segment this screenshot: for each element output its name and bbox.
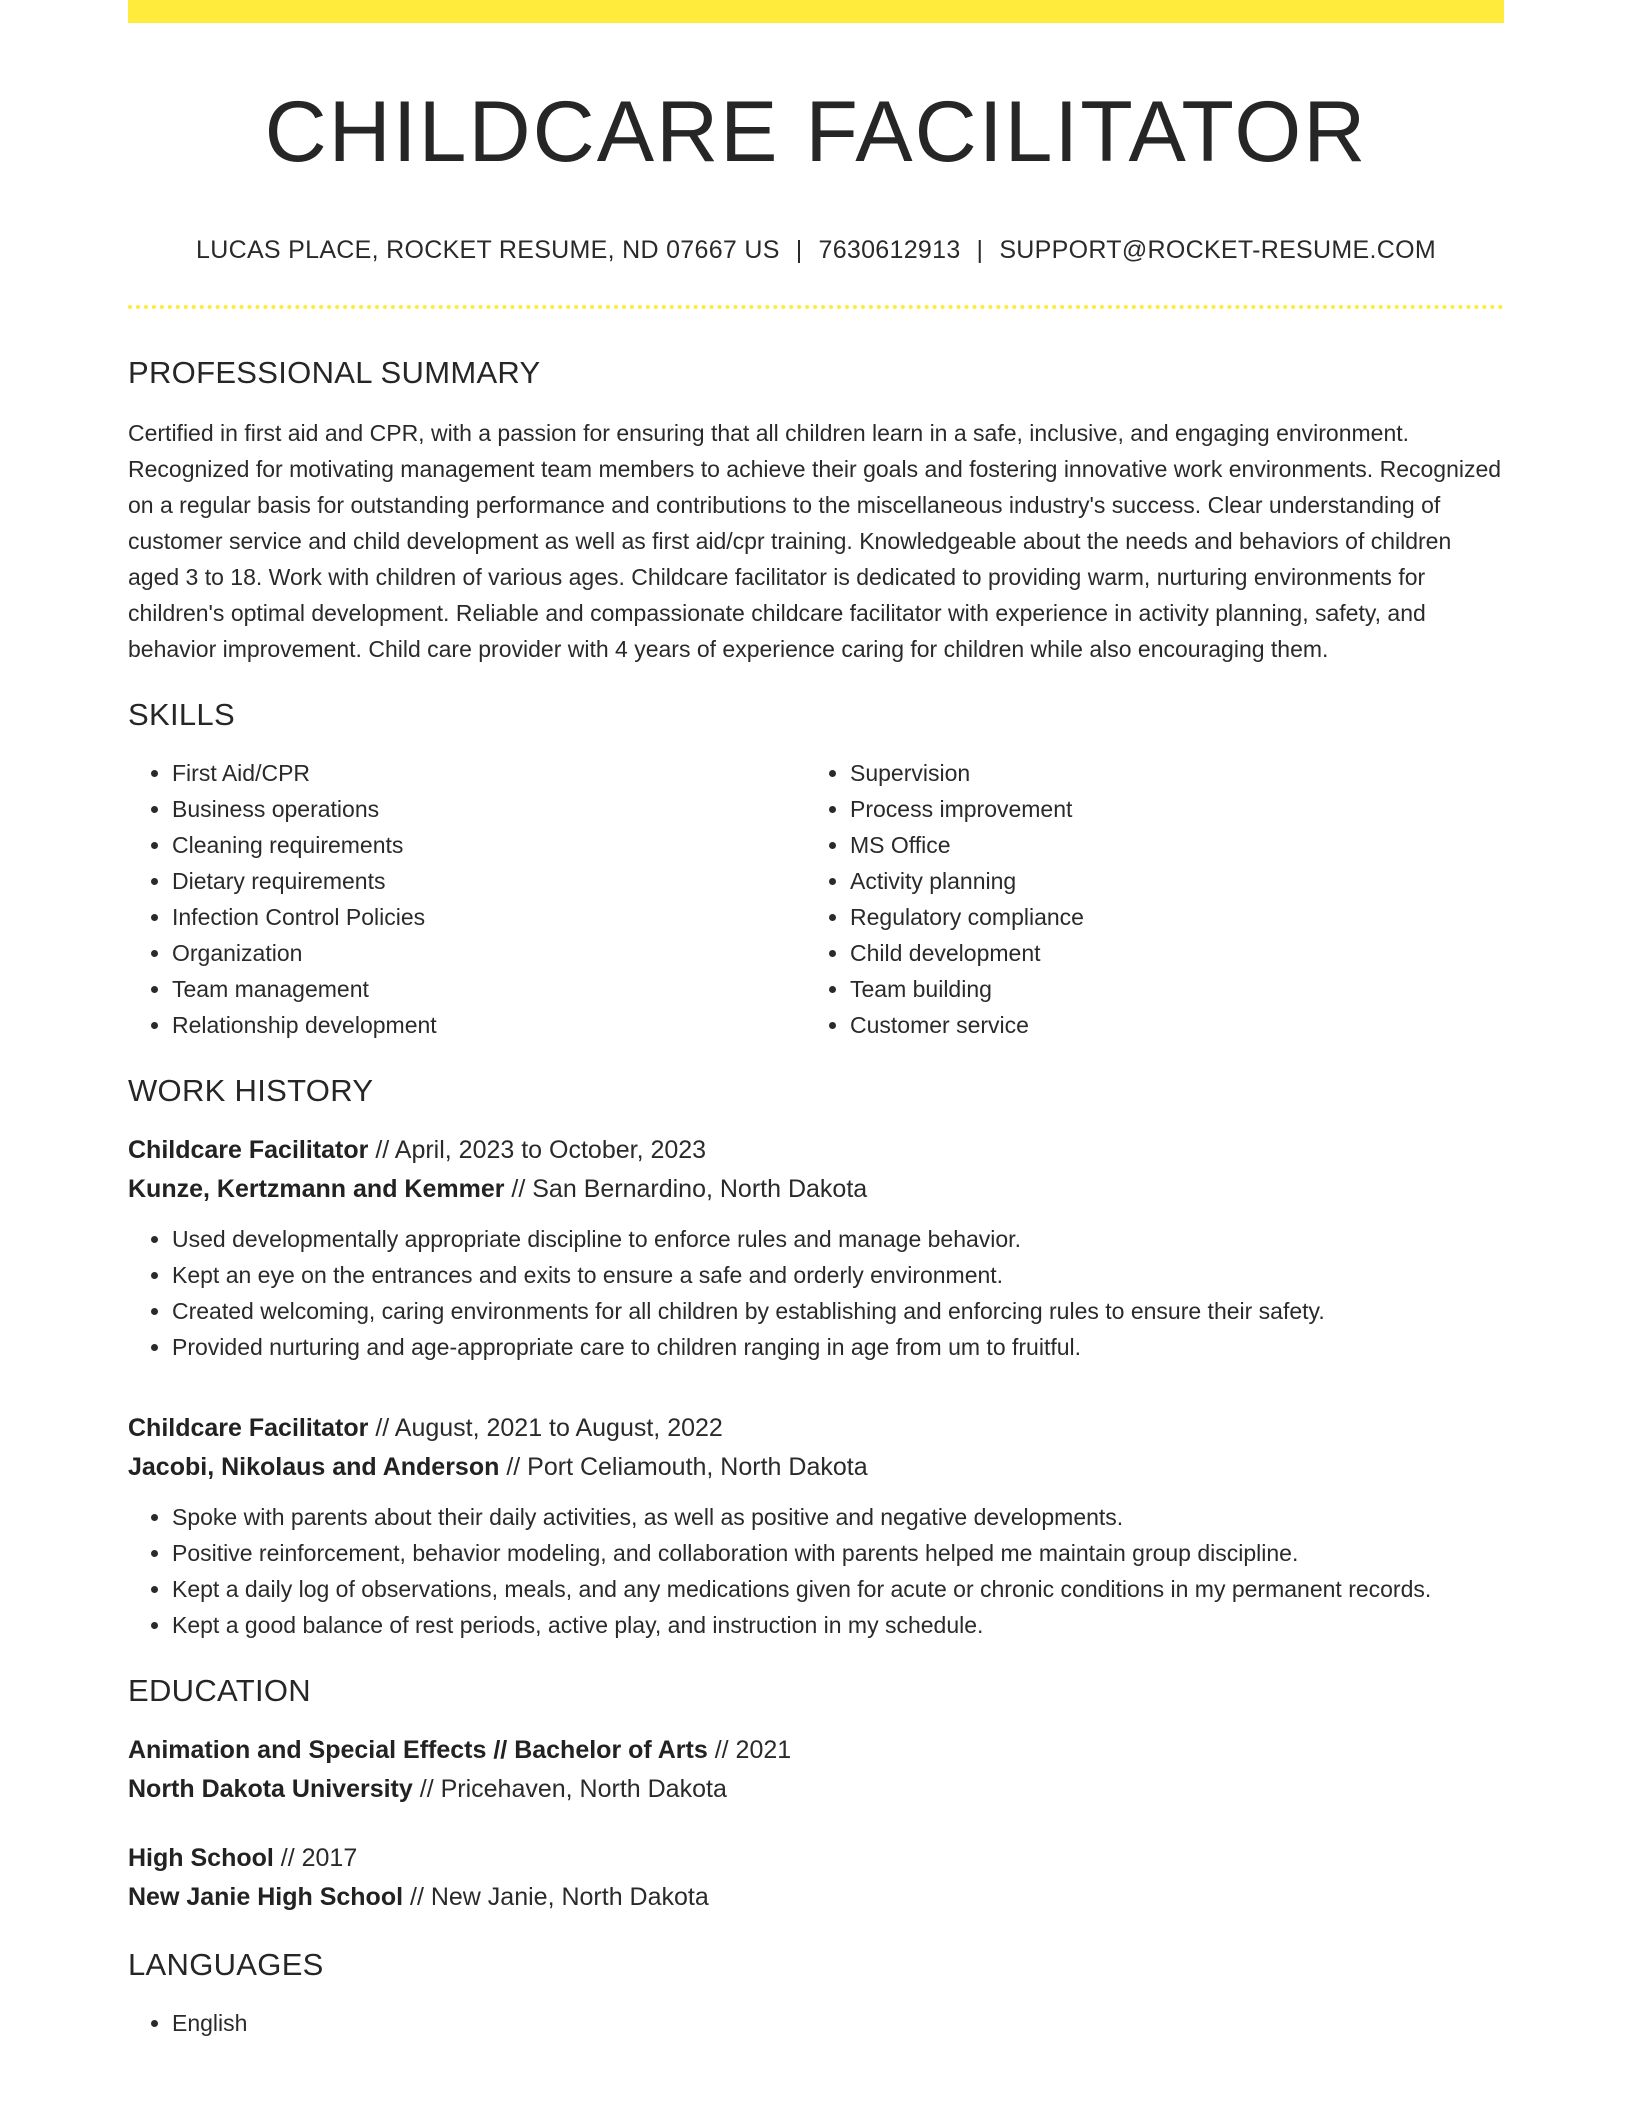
skill-item: • Activity planning [850,863,1484,899]
job-company-line [128,1448,1504,1487]
education-school: North Dakota University [128,1774,413,1803]
education-school-line [128,1878,1504,1917]
job-bullet: • Spoke with parents about their daily activities, as well as positive and negative developments. [172,1499,1504,1535]
job-bullets [128,1499,1504,1643]
job-bullet: • Created welcoming, caring environments for all children by establishing and enforcing rules to ensure their safety. [172,1293,1504,1329]
skills-list-right [806,755,1484,1043]
skill-item: • Child development [850,935,1484,971]
job-location: // San Bernardino, North Dakota [511,1174,868,1203]
education-heading: EDUCATION [128,1672,311,1708]
skill-item: • Relationship development [172,1007,806,1043]
skill-item: • First Aid/CPR [172,755,806,791]
education-school-line [128,1770,1504,1809]
work-history-heading: WORK HISTORY [128,1072,374,1108]
education-degree: Animation and Special Effects // Bachelor of Arts [128,1735,708,1764]
job-company: Jacobi, Nikolaus and Anderson [128,1452,500,1481]
skills-heading: SKILLS [128,696,235,732]
education-school: New Janie High School [128,1882,404,1911]
dotted-divider [128,305,1504,309]
education-degree-line [128,1731,1504,1770]
job-dates: // August, 2021 to August, 2022 [375,1413,723,1442]
contact-separator: | [976,235,984,264]
job-bullet: • Positive reinforcement, behavior modeling, and collaboration with parents helped me maintain group discipline. [172,1535,1504,1571]
job-company: Kunze, Kertzmann and Kemmer [128,1174,505,1203]
contact-phone: 7630612913 [818,235,961,264]
languages-list [128,2005,1504,2041]
job-bullet: • Kept a daily log of observations, meals, and any medications given for acute or chronic conditions in my permanent records. [172,1571,1504,1607]
skill-item: • Business operations [172,791,806,827]
skill-item: • Process improvement [850,791,1484,827]
resume-page [128,0,1504,2041]
accent-bar [128,0,1504,23]
skill-item: • Cleaning requirements [172,827,806,863]
skill-item: • Customer service [850,1007,1484,1043]
job-role: Childcare Facilitator [128,1413,369,1442]
contact-email[interactable]: SUPPORT@ROCKET-RESUME.COM [999,235,1436,264]
job-bullet: • Used developmentally appropriate discipline to enforce rules and manage behavior. [172,1221,1504,1257]
education-entry [128,1839,1504,1917]
skill-item: • Team management [172,971,806,1007]
education-location: // Pricehaven, North Dakota [419,1774,727,1803]
skills-columns [128,755,1504,1043]
job-title-line [128,1131,1504,1170]
education-degree: High School [128,1843,274,1872]
skill-item: • Infection Control Policies [172,899,806,935]
resume-name: CHILDCARE FACILITATOR [264,84,1368,180]
language-item: • English [172,2005,1504,2041]
job-title-line [128,1409,1504,1448]
summary-heading: PROFESSIONAL SUMMARY [128,354,541,390]
education-entry [128,1731,1504,1809]
job-company-line [128,1170,1504,1209]
skill-item: • Team building [850,971,1484,1007]
job-bullet: • Kept a good balance of rest periods, active play, and instruction in my schedule. [172,1607,1504,1643]
job-location: // Port Celiamouth, North Dakota [506,1452,868,1481]
skills-list-left [128,755,806,1043]
job-entry [128,1409,1504,1643]
job-entry [128,1131,1504,1365]
job-bullet: • Provided nurturing and age-appropriate care to children ranging in age from um to fruitful. [172,1329,1504,1365]
job-dates: // April, 2023 to October, 2023 [375,1135,707,1164]
education-location: // New Janie, North Dakota [410,1882,709,1911]
languages-heading: LANGUAGES [128,1946,324,1982]
education-year: // 2017 [280,1843,358,1872]
skill-item: • Supervision [850,755,1484,791]
job-role: Childcare Facilitator [128,1135,369,1164]
summary-text: Certified in first aid and CPR, with a passion for ensuring that all children learn in a safe, inclusive, and engaging environment. Recognized for motivating management team members to achieve their goals and fostering innovative work environments. Recognized on a regular basis for outstanding performance and contributions to the miscellaneous industry's success. Clear understanding of customer service and child development as well as first aid/cpr training. Knowledgeable about the needs and behaviors of children aged 3 to 18. Work with children of various ages. Childcare facilitator is dedicated to providing warm, nurturing environments for children's optimal development. Reliable and compassionate childcare facilitator with experience in activity planning, safety, and behavior improvement. Child care provider with 4 years of experience caring for children while also encouraging them. [128,419,1502,662]
contact-address: LUCAS PLACE, ROCKET RESUME, ND 07667 US [196,235,780,264]
skill-item: • Organization [172,935,806,971]
skill-item: • MS Office [850,827,1484,863]
job-bullet: • Kept an eye on the entrances and exits to ensure a safe and orderly environment. [172,1257,1504,1293]
contact-separator: | [795,235,803,264]
skill-item: • Regulatory compliance [850,899,1484,935]
education-year: // 2021 [714,1735,792,1764]
job-bullets [128,1221,1504,1365]
contact-line [128,236,1504,265]
education-degree-line [128,1839,1504,1878]
skill-item: • Dietary requirements [172,863,806,899]
